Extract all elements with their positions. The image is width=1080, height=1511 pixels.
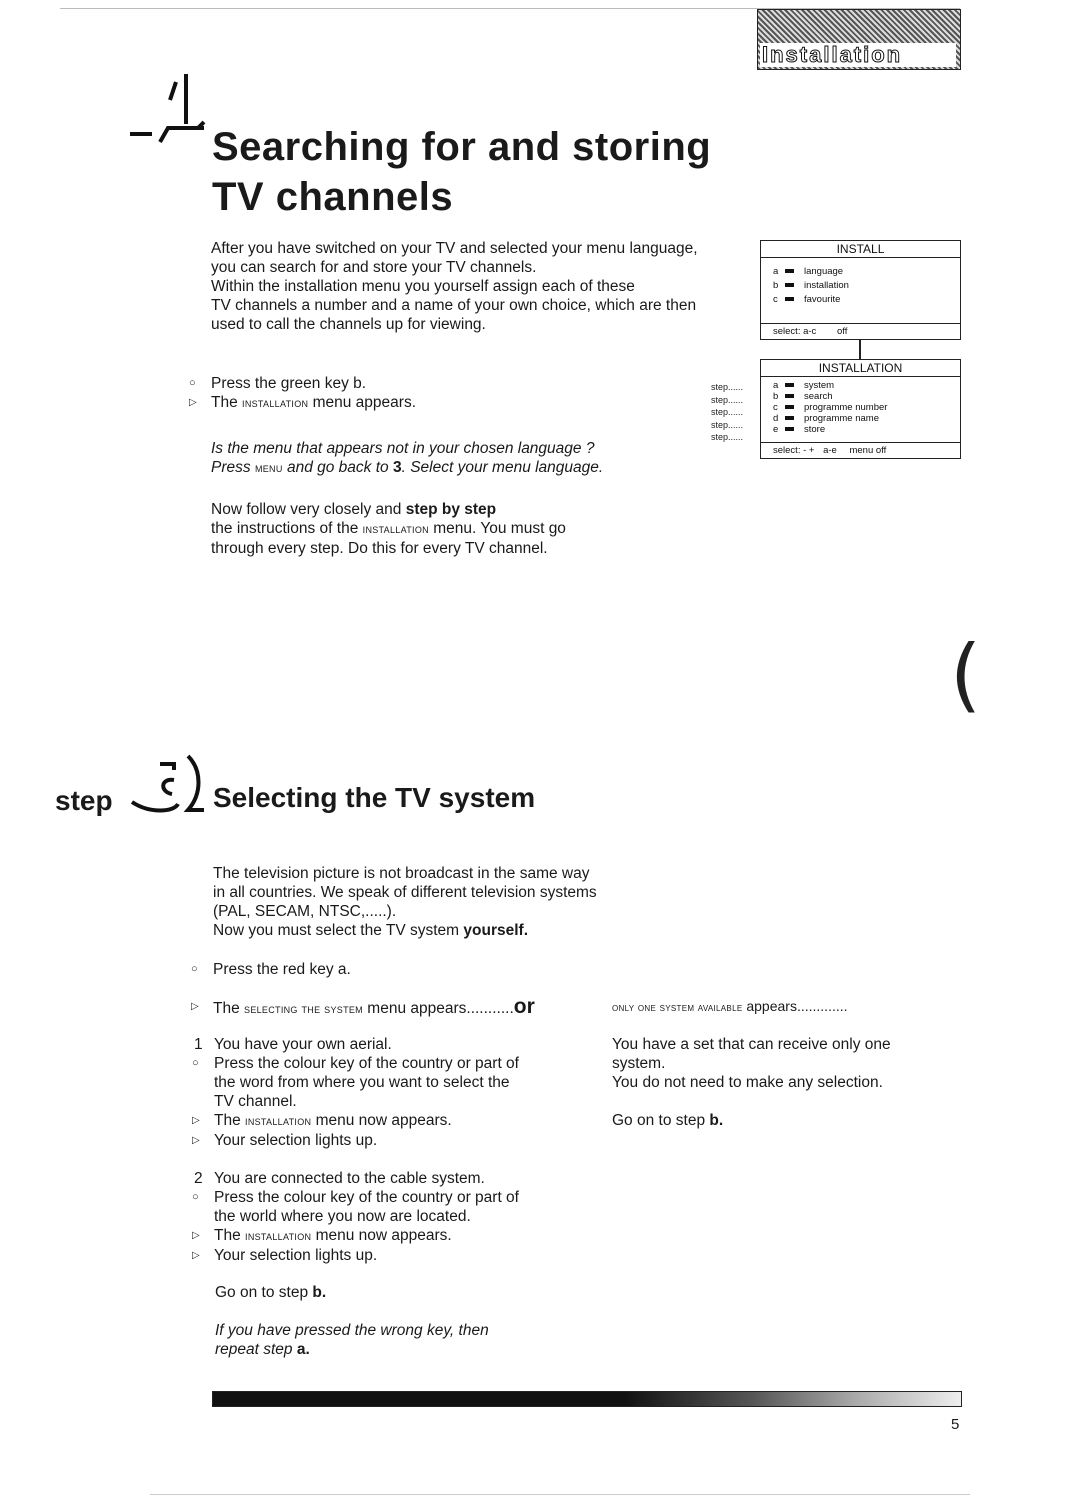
menu-label: system <box>804 380 835 391</box>
menu-key: b <box>773 280 779 291</box>
footer-menu-off: menu off <box>849 445 887 456</box>
press-green-text: Press the green key b. <box>211 375 367 392</box>
menu-item-programme-number <box>761 402 960 413</box>
note-line-2 <box>215 1340 489 1359</box>
menu-key-name: menu <box>254 461 283 475</box>
footer-off: off <box>836 326 848 337</box>
triangle-bullet-icon: ▷ <box>192 1230 200 1241</box>
only-one-system-name: only one system available <box>612 1002 743 1014</box>
or-separator: or <box>513 995 535 1018</box>
section1-title <box>212 122 711 222</box>
list-number: 1 <box>194 1036 203 1053</box>
menu-key: c <box>773 402 778 413</box>
press-line: the word from where you want to select the <box>214 1074 510 1091</box>
text-pre: Now follow very closely and <box>211 501 406 518</box>
option1-heading <box>194 1035 519 1054</box>
text-pre: The <box>213 1000 245 1017</box>
step-number: 3 <box>392 459 402 476</box>
press-red-instruction <box>191 960 351 979</box>
text-post: menu appears. <box>308 394 417 411</box>
installation-menu-name: installation <box>245 1229 312 1243</box>
step-word: step <box>55 785 113 816</box>
follow-line-2 <box>211 519 566 539</box>
text-pre: the instructions of the <box>211 520 363 537</box>
title-line-1: Searching for and storing <box>212 125 712 169</box>
right-line: You do not need to make any selection. <box>612 1074 883 1091</box>
press-line: the world where you now are located. <box>214 1208 471 1225</box>
text-pre: Go on to step <box>215 1284 313 1301</box>
install-menu-items <box>761 258 960 305</box>
option2-heading <box>194 1169 519 1188</box>
follow-line-3: through every step. Do this for every TV channel. <box>211 540 548 557</box>
language-note <box>211 439 603 478</box>
left-goon <box>215 1283 326 1302</box>
color-key-icon <box>785 383 794 387</box>
press-line: Press the colour key of the country or part of <box>214 1055 519 1072</box>
bottom-bar <box>212 1391 962 1407</box>
menu-item-installation <box>761 280 960 291</box>
color-key-icon <box>785 416 794 420</box>
follow-steps-paragraph <box>211 500 566 558</box>
menu-label: installation <box>804 280 849 291</box>
color-key-icon <box>785 297 794 301</box>
intro-line: used to call the channels up for viewing. <box>211 316 486 333</box>
installation-menu-title: INSTALLATION <box>761 360 960 377</box>
page-number: 5 <box>951 1416 960 1433</box>
menu-item-programme-name <box>761 413 960 424</box>
section1-intro <box>211 239 698 334</box>
footer-range: a-e <box>823 445 837 456</box>
text-post: menu now appears. <box>311 1112 452 1129</box>
triangle-bullet-icon: ▷ <box>192 1135 200 1146</box>
menu-item-system <box>761 380 960 391</box>
menu-item-language <box>761 266 960 277</box>
text-pre: repeat step <box>215 1341 297 1358</box>
section-number-4-icon <box>128 72 208 147</box>
menu-item-store <box>761 424 960 435</box>
menu-key: e <box>773 424 779 435</box>
step-label: step...... <box>711 382 744 392</box>
menu-key: d <box>773 413 779 424</box>
note-line-2 <box>211 458 603 478</box>
color-key-icon <box>785 283 794 287</box>
text-pre: Now you must select the TV system <box>213 922 464 939</box>
text-pre: Go on to step <box>612 1112 710 1129</box>
step-label: step...... <box>711 394 744 405</box>
installation-menu-name: installation <box>245 1114 312 1128</box>
press-red-text: Press the red key a. <box>213 961 351 978</box>
text-post: menu appears........... <box>362 1000 514 1017</box>
wrong-key-note <box>215 1321 489 1359</box>
press-green-instruction <box>189 374 367 393</box>
section2-intro <box>213 864 597 940</box>
step-label: step...... <box>711 419 744 430</box>
menu-key: b <box>773 391 779 402</box>
selecting-menu-name: selecting the system <box>244 1002 363 1016</box>
text-pre: The <box>214 1112 246 1129</box>
step-b: b. <box>312 1284 327 1301</box>
bottom-rule <box>150 1494 970 1495</box>
triangle-bullet-icon: ▷ <box>192 1115 200 1126</box>
note-line-1: If you have pressed the wrong key, then <box>215 1322 489 1339</box>
single-system-block <box>612 1035 891 1092</box>
item-text: Your selection lights up. <box>214 1132 378 1149</box>
item-text: You are connected to the cable system. <box>214 1170 485 1187</box>
circle-bullet-icon: ○ <box>191 963 198 975</box>
install-menu-title: INSTALL <box>761 241 960 258</box>
color-key-icon <box>785 427 794 431</box>
section2-title: Selecting the TV system <box>213 782 536 813</box>
selecting-appears <box>191 995 535 1019</box>
menu-label: programme name <box>804 413 879 424</box>
follow-line-1 <box>211 500 566 519</box>
text-pre: The <box>214 1227 246 1244</box>
margin-bracket: ( <box>950 628 982 721</box>
option1-appears <box>192 1111 519 1131</box>
step-labels <box>711 381 743 444</box>
intro-line <box>213 921 597 940</box>
menu-key: a <box>773 380 779 391</box>
menu-key: a <box>773 266 779 277</box>
only-one-system-appears <box>612 997 848 1018</box>
option2-lights <box>192 1246 519 1265</box>
badge-text: Installation <box>762 42 903 67</box>
color-key-icon <box>785 394 794 398</box>
note-line-1: Is the menu that appears not in your chosen language ? <box>211 440 595 457</box>
step-label: step...... <box>711 432 744 442</box>
option1-press <box>192 1054 519 1111</box>
menu-item-favourite <box>761 294 960 305</box>
yourself-emphasis: yourself. <box>463 922 528 939</box>
item-text: You have your own aerial. <box>214 1036 392 1053</box>
triangle-bullet-icon: ▷ <box>191 1001 199 1012</box>
title-line-2: TV channels <box>212 175 454 219</box>
circle-bullet-icon: ○ <box>192 1057 199 1069</box>
menu-connector <box>859 339 861 359</box>
text-mid: and go back to <box>282 459 393 476</box>
text-pre: Press <box>211 459 255 476</box>
option1-block <box>192 1035 519 1150</box>
menu-item-search <box>761 391 960 402</box>
menu-key: c <box>773 294 778 305</box>
color-key-icon <box>785 405 794 409</box>
menu-label: favourite <box>804 294 841 305</box>
footer-select: select: - + <box>773 445 815 456</box>
text-post: menu now appears. <box>311 1227 452 1244</box>
option2-block <box>192 1169 519 1265</box>
color-key-icon <box>785 269 794 273</box>
triangle-bullet-icon: ▷ <box>192 1250 200 1261</box>
menu-label: store <box>804 424 826 435</box>
press-line: TV channel. <box>214 1093 297 1110</box>
installation-menu-diagram <box>760 359 961 459</box>
item-text: Your selection lights up. <box>214 1247 378 1264</box>
install-menu-footer <box>761 323 960 339</box>
right-line: system. <box>612 1055 666 1072</box>
installation-menu-name: installation <box>242 396 309 410</box>
installation-menu-items <box>761 377 960 435</box>
installation-menu-name: installation <box>362 522 429 536</box>
installation-menu-footer <box>761 442 960 458</box>
intro-line: (PAL, SECAM, NTSC,.....). <box>213 903 397 920</box>
intro-line: in all countries. We speak of different television systems <box>213 884 597 901</box>
text-pre: The <box>211 394 243 411</box>
triangle-bullet-icon: ▷ <box>189 397 197 408</box>
intro-line: you can search for and store your TV channels. <box>211 259 537 276</box>
text-post: appears............. <box>742 998 848 1014</box>
menu-label: programme number <box>804 402 888 413</box>
footer-select: select: a-c <box>773 326 817 337</box>
list-number: 2 <box>194 1170 203 1187</box>
option1-lights <box>192 1131 519 1150</box>
text-post: menu. You must go <box>428 520 566 537</box>
option2-appears <box>192 1226 519 1246</box>
step-label: step...... <box>711 407 744 417</box>
circle-bullet-icon: ○ <box>192 1191 199 1203</box>
step-a-marker-icon <box>130 754 206 829</box>
installation-appears <box>189 393 417 413</box>
intro-line: TV channels a number and a name of your own choice, which are then <box>211 297 697 314</box>
intro-line: Within the installation menu you yourself assign each of these <box>211 278 635 295</box>
step-a: a. <box>296 1341 310 1358</box>
step-b: b. <box>709 1112 724 1129</box>
text-post: . Select your menu language. <box>401 459 604 476</box>
intro-line: After you have switched on your TV and selected your menu language, <box>211 240 698 257</box>
step-by-step-emphasis: step by step <box>405 501 497 518</box>
menu-label: language <box>804 266 844 277</box>
install-menu-diagram <box>760 240 961 340</box>
option2-press <box>192 1188 519 1226</box>
right-line: You have a set that can receive only one <box>612 1036 891 1053</box>
intro-line: The television picture is not broadcast in the same way <box>213 865 590 882</box>
right-goon <box>612 1111 723 1130</box>
menu-label: search <box>804 391 833 402</box>
circle-bullet-icon: ○ <box>189 377 196 389</box>
installation-badge <box>757 9 961 70</box>
press-line: Press the colour key of the country or part of <box>214 1189 519 1206</box>
